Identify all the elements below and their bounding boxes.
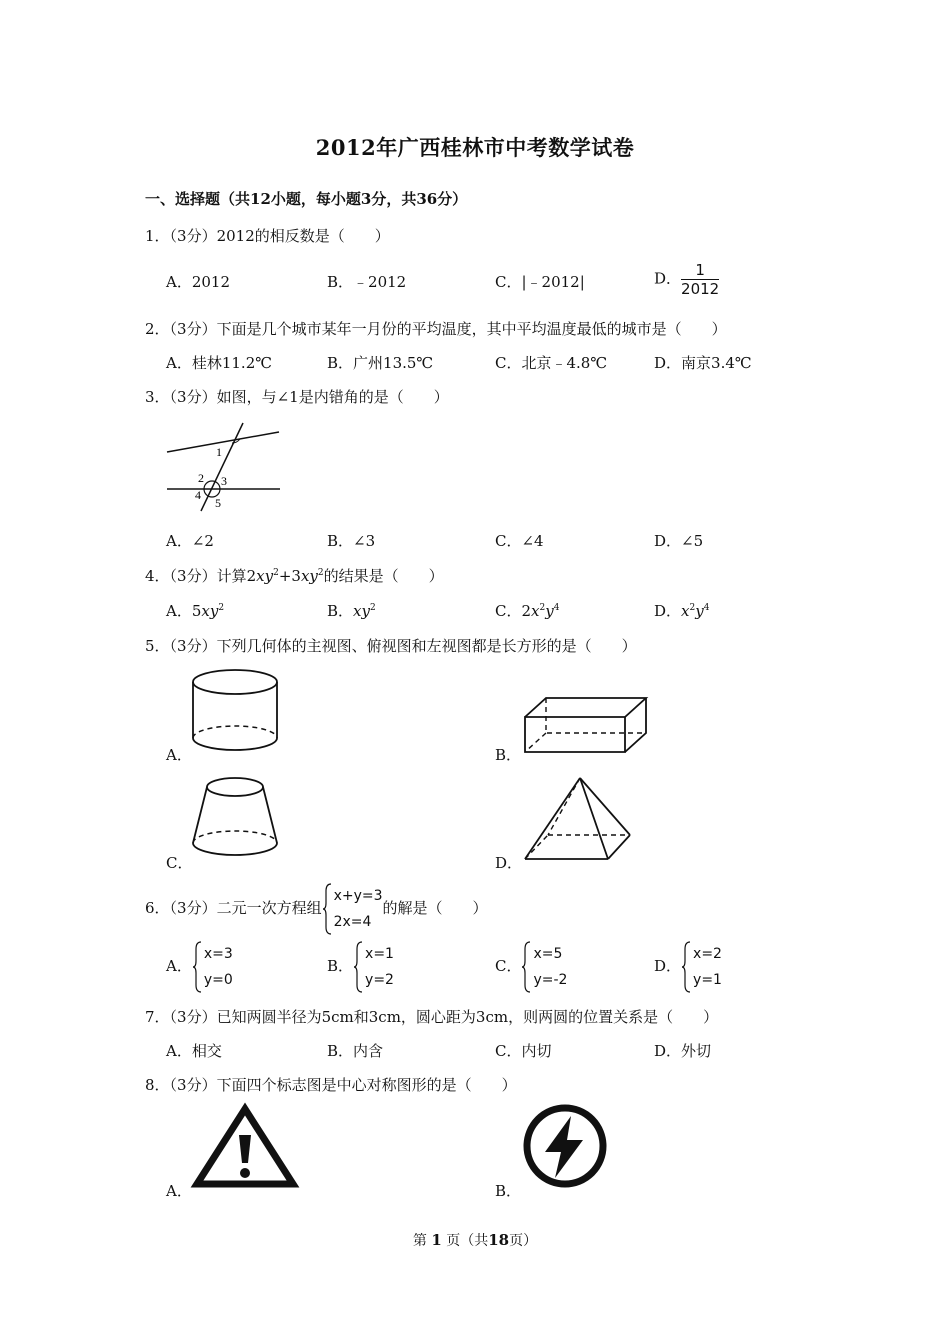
equation-row: y=2 [365, 972, 394, 988]
equation-row: x=3 [203, 946, 233, 962]
q2-option-d: D．南京3.4℃ [654, 354, 752, 372]
brace-icon [322, 883, 332, 935]
q6-option-c [495, 941, 567, 993]
q2-option-b: B．广州13.5℃ [327, 354, 434, 372]
equation-system [681, 941, 722, 993]
q1-option-c: C．|﹣2012| [495, 273, 585, 291]
current-page-number: 1 [431, 1231, 442, 1249]
brace-icon [521, 941, 531, 993]
brace-icon [353, 941, 363, 993]
question-8-stem: 8．（3分）下面四个标志图是中心对称图形的是（ ） [145, 1076, 517, 1094]
q4-option-b: B．$xy^2$ [327, 602, 376, 620]
angle-label-3: 3 [221, 474, 227, 488]
footer-prefix: 第 [412, 1233, 427, 1249]
q6-option-a-label: A． [166, 957, 192, 975]
q1-option-d [654, 261, 719, 298]
fraction-numerator: 1 [681, 261, 719, 280]
q4-stem-suffix: 的结果是（ ） [323, 567, 444, 585]
q5-option-c: C． [166, 854, 193, 872]
cuboid-figure [520, 695, 650, 757]
pyramid-figure [520, 775, 635, 863]
q4-stem-prefix: 4．（3分）计算2 [145, 567, 257, 585]
brace-icon [192, 941, 202, 993]
q8-option-a: A． [166, 1182, 192, 1200]
q3-option-a: A．∠2 [166, 532, 214, 550]
fraction-denominator: 2012 [681, 280, 720, 298]
warning-triangle-icon [193, 1105, 297, 1187]
q4-option-d: D．$x^2y^4$ [654, 602, 710, 620]
equation-row: x=2 [693, 946, 722, 962]
page-footer [0, 1230, 950, 1250]
q4-option-a: A．$5xy^2$ [166, 602, 225, 620]
equation-row: y=-2 [533, 972, 568, 988]
q5-option-a: A． [166, 746, 192, 764]
q7-option-c: C．内切 [495, 1042, 552, 1060]
equation-row: 2x=4 [333, 914, 372, 930]
q5-option-d: D． [495, 854, 523, 872]
q6-option-d [654, 941, 722, 993]
question-1-stem: 1．（3分）2012的相反数是（ ） [145, 227, 390, 245]
question-7-stem: 7．（3分）已知两圆半径为5cm和3cm，圆心距为3cm，则两圆的位置关系是（ ） [145, 1008, 719, 1026]
q6-option-c-label: C． [495, 957, 522, 975]
brace-icon [681, 941, 691, 993]
equation-system [192, 941, 233, 993]
q6-stem-suffix: 的解是（ ） [382, 899, 488, 917]
lightning-circle-icon [521, 1104, 609, 1188]
equation-system [322, 883, 383, 935]
angle-label-1: 1 [216, 445, 222, 459]
q6-option-d-label: D． [654, 957, 682, 975]
q6-option-b [327, 941, 394, 993]
angle-label-4: 4 [195, 488, 201, 502]
equation-row: x=1 [365, 946, 394, 962]
section-heading: 一、选择题（共12小题，每小题3分，共36分） [145, 190, 468, 208]
equation-row: x+y=3 [333, 888, 383, 904]
q7-option-d: D．外切 [654, 1042, 712, 1060]
q3-option-c: C．∠4 [495, 532, 544, 550]
question-5-stem: 5．（3分）下列几何体的主视图、俯视图和左视图都是长方形的是（ ） [145, 637, 637, 655]
angle-figure [160, 415, 290, 515]
q1-option-d-label: D． [654, 269, 682, 288]
q6-option-b-label: B． [327, 957, 354, 975]
q7-option-b: B．内含 [327, 1042, 384, 1060]
equation-row: y=0 [203, 972, 233, 988]
total-page-count: 18 [488, 1231, 510, 1249]
q4-option-b-label: B． [327, 602, 354, 620]
cylinder-figure [190, 668, 285, 758]
q6-option-a [166, 941, 233, 993]
equation-row: x=5 [533, 946, 563, 962]
equation-system [353, 941, 394, 993]
fraction [681, 261, 719, 298]
equation-system [521, 941, 567, 993]
q4-option-c-label: C．2 [495, 602, 532, 620]
footer-middle: 页（共 [446, 1233, 489, 1249]
angle-label-5: 5 [215, 496, 221, 510]
question-3-stem: 3．（3分）如图，与∠1是内错角的是（ ） [145, 388, 449, 406]
q4-option-c: C．$2x^2y^4$ [495, 602, 560, 620]
footer-suffix: 页） [509, 1233, 538, 1249]
q2-option-a: A．桂林11.2℃ [166, 354, 273, 372]
angle-label-2: 2 [198, 471, 204, 485]
question-6-stem [145, 883, 488, 935]
q7-option-a: A．相交 [166, 1042, 222, 1060]
q1-option-b: B．﹣2012 [327, 273, 407, 291]
frustum-figure [190, 775, 285, 865]
q2-option-c: C．北京﹣4.8℃ [495, 354, 608, 372]
equation-row: y=1 [693, 972, 722, 988]
q4-option-a-label: A．5 [166, 602, 202, 620]
question-4-stem: 4．（3分）计算$2xy^2+3xy^2$的结果是（ ） [145, 567, 444, 585]
question-2-stem: 2．（3分）下面是几个城市某年一月份的平均温度，其中平均温度最低的城市是（ ） [145, 320, 727, 338]
q4-option-d-label: D． [654, 602, 682, 620]
q8-option-b: B． [495, 1182, 522, 1200]
q3-option-d: D．∠5 [654, 532, 704, 550]
q1-option-a: A．2012 [166, 273, 231, 291]
q5-option-b: B． [495, 746, 522, 764]
q6-stem-prefix: 6．（3分）二元一次方程组 [145, 899, 322, 917]
q3-option-b: B．∠3 [327, 532, 376, 550]
page-title: 2012年广西桂林市中考数学试卷 [315, 135, 635, 160]
